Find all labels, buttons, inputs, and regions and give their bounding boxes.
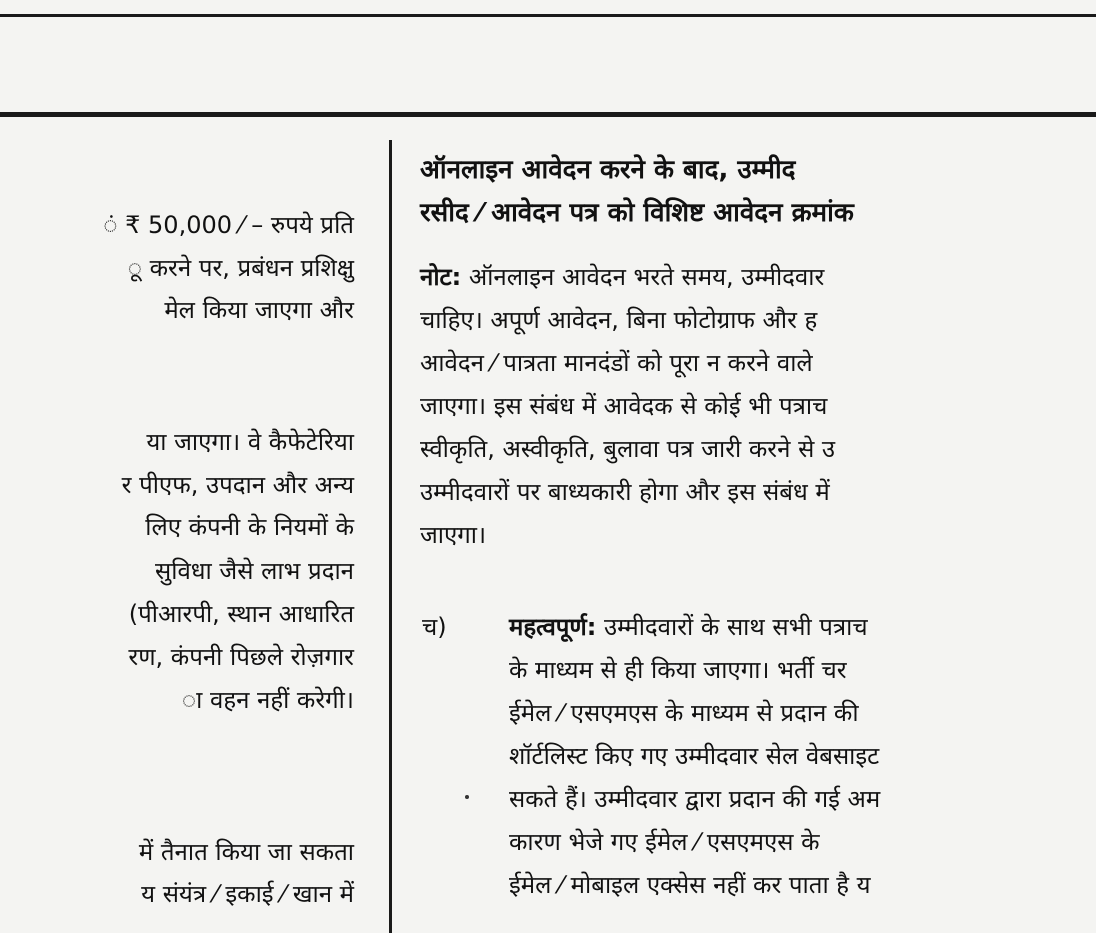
note-line: आवेदन ⁄ पात्रता मानदंडों को पूरा न करने वाले	[420, 349, 813, 377]
note-line: स्वीकृति, अस्वीकृति, बुलावा पत्र जारी करने से उ	[420, 435, 836, 463]
left-line: लिए कंपनी के नियमों के	[145, 513, 354, 541]
left-line: ं ₹ 50,000 ⁄ – रुपये प्रति	[103, 211, 354, 239]
item-marker: च)	[422, 613, 447, 641]
left-line: रण, कंपनी पिछले रोज़गार	[128, 643, 354, 671]
left-line: मेल किया जाएगा और	[164, 296, 354, 324]
header-rule	[0, 112, 1096, 117]
scan-speck	[465, 795, 469, 799]
section-heading-line: रसीद ⁄ आवेदन पत्र को विशिष्ट आवेदन क्रमांक	[420, 198, 854, 228]
note-line: चाहिए। अपूर्ण आवेदन, बिना फोटोग्राफ और ह	[420, 306, 818, 334]
item-line: ईमेल ⁄ एसएमएस के माध्यम से प्रदान की	[509, 699, 859, 727]
left-line: य संयंत्र ⁄ इकाई ⁄ खान में	[141, 880, 354, 908]
note-line: जाएगा।	[420, 521, 487, 549]
item-line: के माध्यम से ही किया जाएगा। भर्ती चर	[509, 656, 847, 684]
item-line: ईमेल ⁄ मोबाइल एक्सेस नहीं कर पाता है य	[509, 871, 871, 899]
left-line: ा वहन नहीं करेगी।	[181, 686, 354, 714]
left-line: सुविधा जैसे लाभ प्रदान	[155, 557, 354, 585]
left-line: में तैनात किया जा सकता	[138, 838, 354, 866]
item-label: महत्वपूर्ण:	[509, 613, 597, 641]
note-line: उम्मीदवारों पर बाध्यकारी होगा और इस संबंध में	[420, 478, 830, 506]
note-text: ऑनलाइन आवेदन भरते समय, उम्मीदवार	[461, 263, 825, 291]
top-rule	[0, 14, 1096, 17]
note-label: नोट:	[420, 263, 462, 291]
item-text: उम्मीदवारों के साथ सभी पत्राच	[596, 613, 868, 641]
left-line: ू करने पर, प्रबंधन प्रशिक्षु	[127, 254, 354, 282]
left-line: (पीआरपी, स्थान आधारित	[128, 600, 354, 628]
note-line: जाएगा। इस संबंध में आवेदक से कोई भी पत्राच	[420, 392, 828, 420]
left-line: र पीएफ, उपदान और अन्य	[121, 471, 354, 499]
note-first-line	[420, 262, 824, 292]
item-line: सकते हैं। उम्मीदवार द्वारा प्रदान की गई अम	[509, 785, 881, 813]
item-line: शॉर्टलिस्ट किए गए उम्मीदवार सेल वेबसाइट	[509, 742, 880, 770]
item-first-line	[509, 612, 868, 642]
column-divider	[389, 140, 392, 933]
item-line: कारण भेजे गए ईमेल ⁄ एसएमएस के	[509, 828, 820, 856]
section-heading-line: ऑनलाइन आवेदन करने के बाद, उम्मीद	[420, 155, 796, 185]
left-line: या जाएगा। वे कैफेटेरिया	[146, 428, 354, 456]
